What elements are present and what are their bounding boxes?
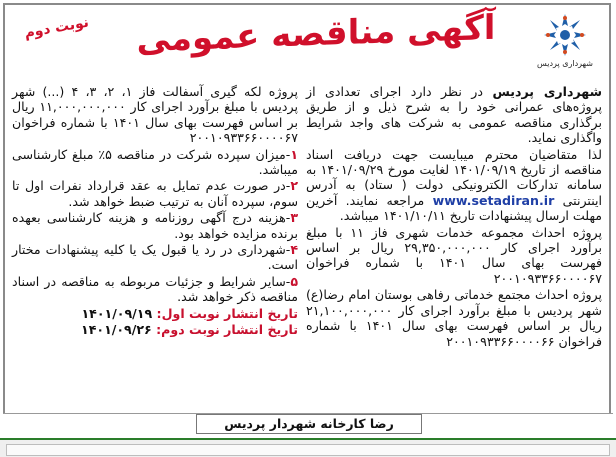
next-ad-strip [0,438,616,457]
setad-website-link[interactable]: www.setadiran.ir [432,192,555,208]
tender-docs-paragraph [306,147,602,224]
condition-number: ۳ [290,210,298,226]
ad-header [6,6,606,84]
project-urban-services: پروژه احداث مجموعه خدمات شهری فاز ۱۱ با مبلغ برآورد اجرای کار ۲۹,۳۵۰,۰۰۰,۰۰۰ ریال بر اساس فهرست بهای سال ۱۴۰۱ با شماره فراخوان ۲۰۰۱۰۹۳۳۶۶۰۰۰۰۶۷ [306,224,602,286]
next-ad-border [6,444,610,456]
condition-number: ۲ [290,178,298,194]
condition-text: -در صورت عدم تمایل به عقد قرارداد نفرات اول تا سوم، سپرده آنان به ترتیب ضبط خواهد شد. [12,178,298,209]
pub2-label: تاریخ انتشار نوبت دوم: [156,322,298,338]
deadline-text: مراجعه نمایند. آخرین مهلت ارسال پیشنهادات تاریخ ۱۴۰۱/۱۰/۱۱ میباشد. [306,192,602,224]
condition-item [12,242,298,273]
logo-caption: شهرداری پردیس [537,59,593,68]
org-name: شهرداری پردیس [492,84,602,99]
condition-item [12,274,298,305]
intro-paragraph [306,84,602,146]
second-publication-date [12,322,298,337]
condition-number: ۱ [290,146,298,162]
tender-docs-text: لذا متقاضیان محترم میبایست جهت دریافت اسناد مناقصه از تاریخ ۱۴۰۱/۰۹/۱۹ لغایت مورخ ۱۴۰۱/۰۹/۲۹ به سامانه تدارکات الکترونیکی دولت ( ستاد) به آدرس اینترنتی [306,146,603,208]
ad-title: آگهی مناقصه عمومی [136,7,496,61]
left-column [12,84,298,339]
condition-text: -سایر شرایط و جزئیات مربوطه به مناقصه در اسناد مناقصه ذکر خواهد شد. [12,273,298,305]
condition-item [12,210,298,241]
project-welfare-complex: پروژه احداث مجتمع خدماتی رفاهی بوستان امام رضا(ع) شهر پردیس با مبلغ برآورد اجرای کار ۲۱,۱۰۰,۰۰۰,۰۰۰ ریال بر اساس فهرست بهای سال ۱۴۰۱ با شماره فراخوان ۲۰۰۱۰۹۳۳۶۶۰۰۰۰۶۶ [306,287,602,349]
pub1-date: ۱۴۰۱/۰۹/۱۹ [81,305,157,321]
pub2-date: ۱۴۰۱/۰۹/۲۶ [81,322,157,338]
mayor-signature: رضا کارخانه شهردار پردیس [196,414,422,434]
right-column [306,84,602,350]
first-publication-date [12,306,298,321]
municipality-logo [534,12,596,78]
condition-item [12,147,298,178]
condition-number: ۴ [290,242,298,258]
project-asphalt-patching: پروژه لکه گیری آسفالت فاز ۱، ۲، ۳، ۴ (...) شهر پردیس با مبلغ برآورد اجرای کار ۱۱,۰۰۰,۰۰۰,۰۰۰ ریال بر اساس فهرست بهای سال ۱۴۰۱ با شماره فراخوان ۲۰۰۱۰۹۳۳۶۶۰۰۰۰۶۷ [12,84,298,146]
condition-item [12,178,298,209]
round-label: نوبت دوم [23,14,91,42]
condition-text: -هزینه درج آگهی روزنامه و هزینه کارشناسی بعهده برنده مزایده خواهد بود. [12,210,298,241]
condition-number: ۵ [290,273,298,289]
condition-text: -میزان سپرده شرکت در مناقصه ۵٪ مبلغ کارشناسی میباشد. [12,146,298,178]
municipality-emblem-icon [542,12,588,58]
pub1-label: تاریخ انتشار نوبت اول: [156,305,298,321]
condition-text: -شهرداری در رد یا قبول یک یا کلیه پیشنهادات مختار است. [12,242,298,273]
intro-text: در نظر دارد اجرای تعدادی از پروژه‌های عمرانی خود را به شرح ذیل و از طریق برگذاری مناقصه عمومی به شرکت های واجد شرایط واگذاری نماید. [306,84,602,146]
